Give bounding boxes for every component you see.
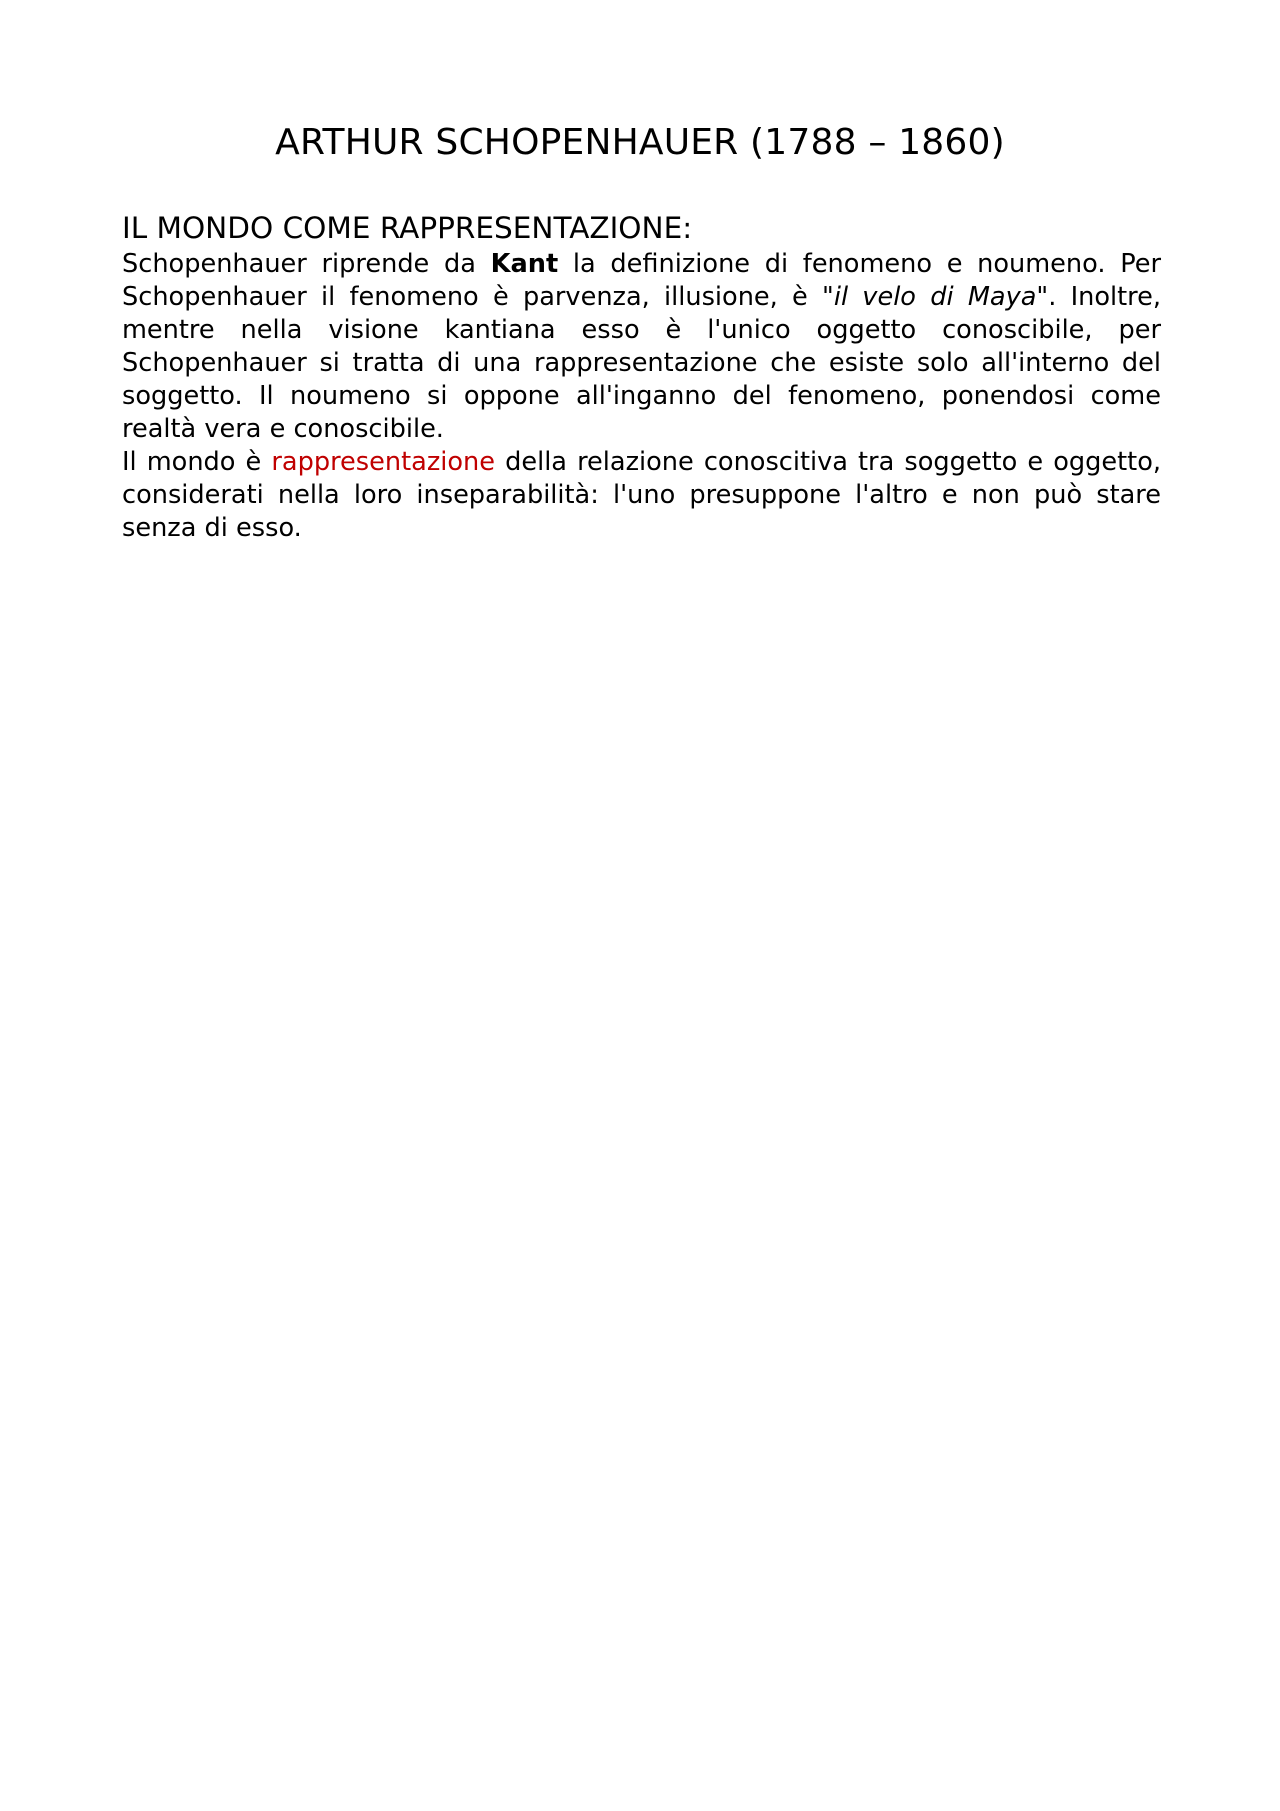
kant-bold-word: Kant <box>490 249 559 279</box>
paragraph-2-intro: Il mondo è <box>122 447 272 477</box>
paragraph-world <box>122 446 1161 545</box>
body-text <box>122 248 1161 545</box>
paragraph-1-intro: Schopenhauer riprende da <box>122 249 491 279</box>
document-title: ARTHUR SCHOPENHAUER (1788 – 1860) <box>275 122 1005 163</box>
velo-di-maya-italic: il velo di Maya <box>833 282 1037 312</box>
paragraph-1-middle: la definizione di fenomeno e noumeno. Per Schopenhauer il fenomeno è parvenza, illusione, è " <box>122 249 1161 312</box>
rappresentazione-highlight: rappresentazione <box>271 447 495 477</box>
paragraph-phenomenon <box>122 248 1161 446</box>
paragraph-1-end: ". Inoltre, mentre nella visione kantiana esso è l'unico oggetto conoscibile, per Schopenhauer si tratta di una rappresentazione che esiste solo all'interno del soggetto. Il noumeno si oppone all'inganno del fenomeno, ponendosi come realtà vera e conoscibile. <box>122 282 1161 444</box>
section-heading: IL MONDO COME RAPPRESENTAZIONE: <box>122 211 693 245</box>
paragraph-2-end: della relazione conoscitiva tra soggetto e oggetto, considerati nella loro inseparabilità: l'uno presuppone l'altro e non può stare senza di esso. <box>122 447 1161 543</box>
